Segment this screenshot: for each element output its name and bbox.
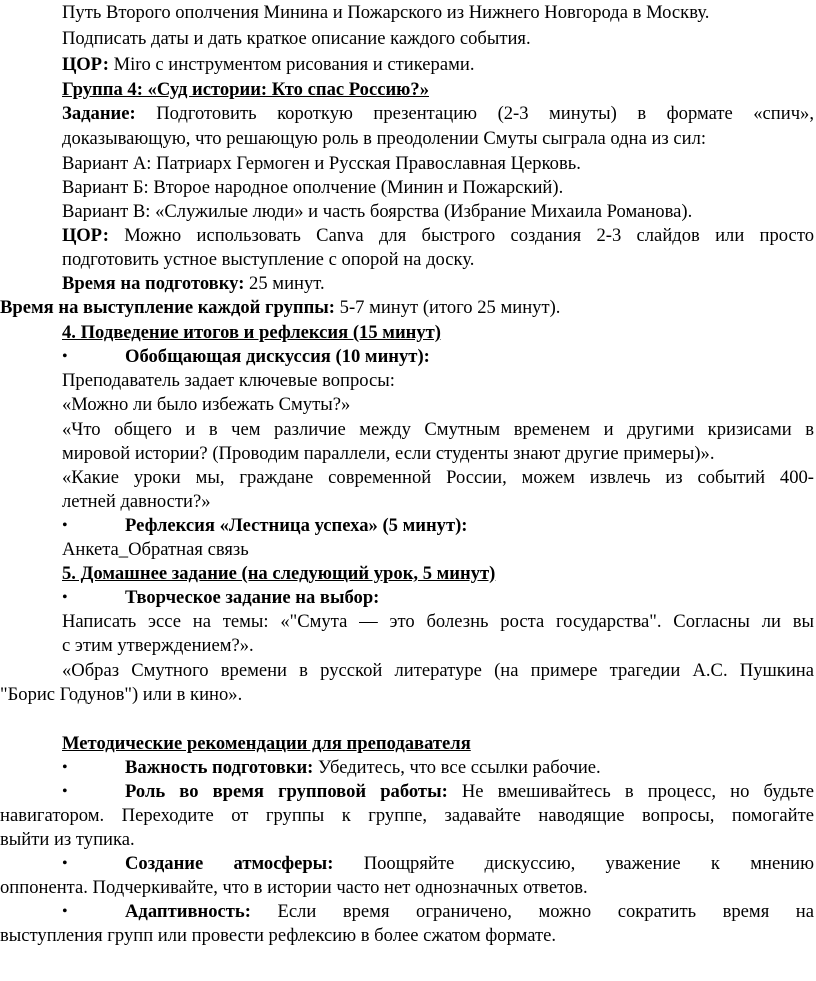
recommendations-heading: Методические рекомендации для преподавателя: [62, 733, 471, 754]
recommendation-4-line-1: [125, 901, 814, 923]
group4-cor-line-2: подготовить устное выступление с опорой на доску.: [62, 249, 475, 270]
recommendation-3-line-1: [125, 853, 814, 875]
variant-a: Вариант А: Патриарх Гермоген и Русская Православная Церковь.: [62, 153, 581, 174]
group4-cor-line-1: [62, 225, 814, 247]
survey-link: Анкета_Обратная связь: [62, 539, 249, 560]
bullet-icon: •: [62, 348, 68, 365]
question-2-line-2: мировой истории? (Проводим параллели, если студенты знают другие примеры)».: [62, 443, 715, 464]
recommendation-4-line-2: выступления групп или провести рефлексию в более сжатом формате.: [0, 925, 557, 946]
group4-heading: Группа 4: «Суд истории: Кто спас Россию?»: [62, 79, 429, 100]
section5-heading: 5. Домашнее задание (на следующий урок, 5 минут): [62, 563, 496, 584]
group3-cor: [62, 54, 474, 76]
performance-time: [0, 297, 560, 319]
reflection-label: Рефлексия «Лестница успеха» (5 минут):: [125, 515, 468, 536]
variant-v: Вариант В: «Служилые люди» и часть боярства (Избрание Михаила Романова).: [62, 201, 693, 222]
discussion-intro: Преподаватель задает ключевые вопросы:: [62, 370, 395, 391]
group3-line-2: Подписать даты и дать краткое описание каждого события.: [62, 28, 531, 49]
r2-label: Роль во время групповой работы:: [125, 781, 448, 802]
cor-text: Miro с инструментом рисования и стикерами.: [108, 54, 475, 75]
creative-label: Творческое задание на выбор:: [125, 587, 380, 608]
r2-text: Не вмешивайтесь в процесс, но будьте: [447, 781, 814, 802]
group3-line-1: Путь Второго ополчения Минина и Пожарского из Нижнего Новгорода в Москву.: [62, 2, 710, 23]
section4-heading: 4. Подведение итогов и рефлексия (15 минут): [62, 322, 442, 343]
prep-text: 25 минут.: [244, 273, 325, 294]
essay-line-1: Написать эссе на темы: «"Смута — это болезнь роста государства". Согласны ли вы: [62, 611, 814, 632]
r4-label: Адаптивность:: [125, 901, 251, 922]
performance-label: Время на выступление каждой группы:: [0, 297, 335, 318]
recommendation-2-line-3: выйти из тупика.: [0, 829, 135, 850]
essay-line-2: с этим утверждением?».: [62, 635, 254, 656]
r4-text: Если время ограничено, можно сократить время на: [250, 901, 814, 922]
question-2-line-1: «Что общего и в чем различие между Смутным временем и другими кризисами в: [62, 419, 814, 440]
r3-label: Создание атмосферы:: [125, 853, 334, 874]
variant-b: Вариант Б: Второе народное ополчение (Минин и Пожарский).: [62, 177, 564, 198]
group4-task-line-2: доказывающую, что решающую роль в преодолении Смуты сыграла одна из сил:: [62, 128, 707, 149]
bullet-icon: •: [62, 759, 68, 776]
task-label: Задание:: [62, 103, 136, 124]
recommendation-2-line-2: навигатором. Переходите от группы к группе, задавайте наводящие вопросы, помогайте: [0, 805, 814, 826]
recommendation-3-line-2: оппонента. Подчеркивайте, что в истории часто нет однозначных ответов.: [0, 877, 588, 898]
prep-time: [62, 273, 325, 295]
bullet-icon: •: [62, 855, 68, 872]
r3-text: Поощряйте дискуссию, уважение к мнению: [333, 853, 815, 874]
cor-text: Можно использовать Canva для быстрого создания 2-3 слайдов или просто: [108, 225, 814, 246]
prep-label: Время на подготовку:: [62, 273, 245, 294]
performance-text: 5-7 минут (итого 25 минут).: [335, 297, 561, 318]
task-text: Подготовить короткую презентацию (2-3 минуты) в формате «спич»,: [135, 103, 814, 124]
image-line-2: "Борис Годунов") или в кино».: [0, 684, 243, 705]
group4-task-line-1: [62, 103, 814, 125]
bullet-icon: •: [62, 783, 68, 800]
bullet-icon: •: [62, 589, 68, 606]
question-1: «Можно ли было избежать Смуты?»: [62, 394, 351, 415]
r1-text: Убедитесь, что все ссылки рабочие.: [313, 757, 601, 778]
image-line-1: «Образ Смутного времени в русской литературе (на примере трагедии А.С. Пушкина: [62, 660, 814, 681]
cor-label: ЦОР:: [62, 225, 109, 246]
recommendation-1: [125, 757, 601, 779]
r1-label: Важность подготовки:: [125, 757, 314, 778]
discussion-label: Обобщающая дискуссия (10 минут):: [125, 346, 430, 367]
bullet-icon: •: [62, 903, 68, 920]
question-3-line-2: летней давности?»: [62, 491, 211, 512]
recommendation-2-line-1: [125, 781, 814, 803]
bullet-icon: •: [62, 517, 68, 534]
question-3-line-1: «Какие уроки мы, граждане современной России, можем извлечь из событий 400-: [62, 467, 814, 488]
cor-label: ЦОР:: [62, 54, 109, 75]
